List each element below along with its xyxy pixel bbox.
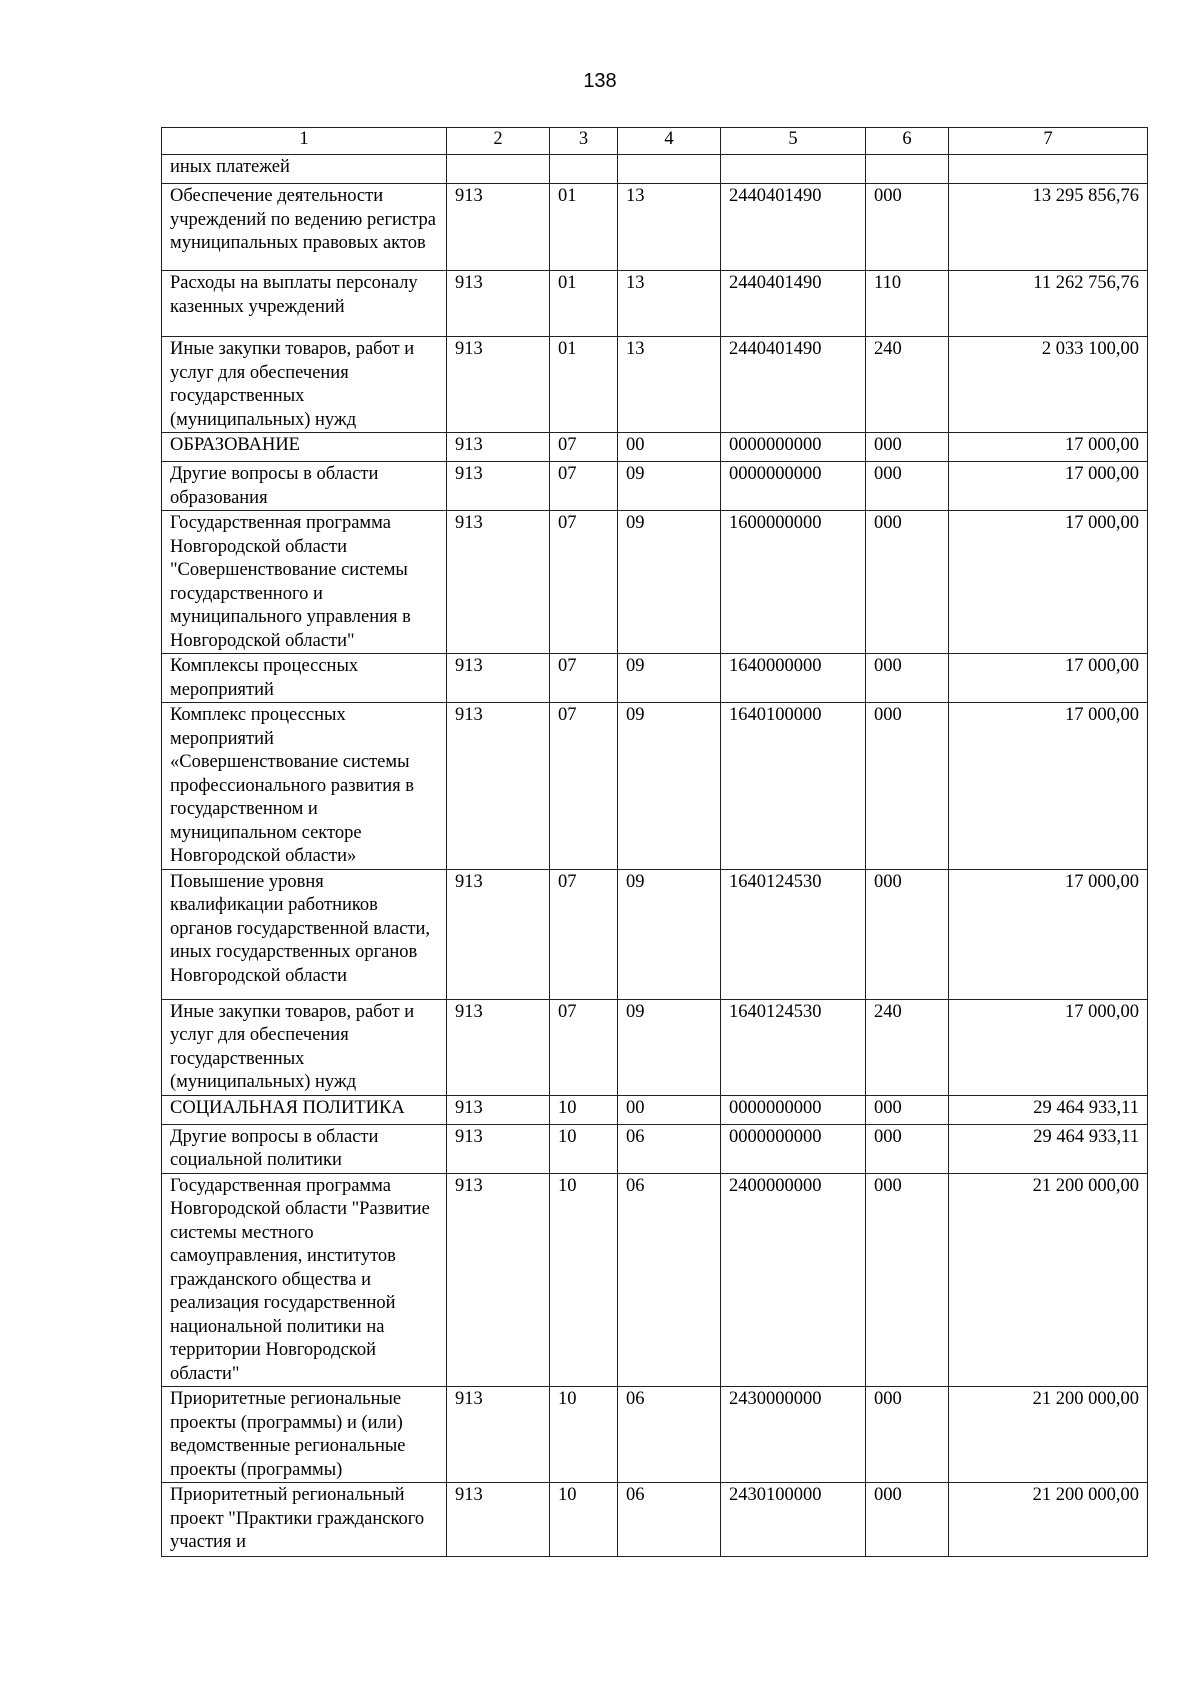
cell-amount: 11 262 756,76: [949, 271, 1148, 337]
header-row: [162, 128, 1148, 155]
cell-subsection: 09: [618, 462, 721, 511]
cell-amount: 21 200 000,00: [949, 1483, 1148, 1557]
cell-grbs: 913: [447, 271, 550, 337]
cell-target-article: 2430100000: [721, 1483, 866, 1557]
cell-target-article: 0000000000: [721, 462, 866, 511]
cell-section: 10: [550, 1387, 618, 1483]
cell-name: Обеспечение деятельности учреждений по ведению регистра муниципальных правовых актов: [162, 184, 447, 271]
cell-section: 07: [550, 869, 618, 999]
cell-expense-type: 000: [866, 1173, 949, 1387]
cell-name: Другие вопросы в области образования: [162, 462, 447, 511]
table-body: [162, 155, 1148, 1557]
table-row: [162, 703, 1148, 870]
cell-section: 10: [550, 1095, 618, 1124]
table-row: [162, 1387, 1148, 1483]
table-row: [162, 869, 1148, 999]
cell-grbs: 913: [447, 462, 550, 511]
cell-subsection: 06: [618, 1483, 721, 1557]
table-row: [162, 433, 1148, 462]
cell-subsection: 06: [618, 1387, 721, 1483]
cell-grbs: 913: [447, 1387, 550, 1483]
table-row: [162, 462, 1148, 511]
cell-expense-type: [866, 155, 949, 184]
cell-subsection: 09: [618, 999, 721, 1095]
cell-expense-type: 000: [866, 511, 949, 654]
cell-section: 07: [550, 511, 618, 654]
column-header-3: 3: [550, 128, 618, 155]
cell-amount: 17 000,00: [949, 703, 1148, 870]
cell-subsection: [618, 155, 721, 184]
cell-section: 07: [550, 703, 618, 870]
cell-subsection: 09: [618, 654, 721, 703]
cell-expense-type: 000: [866, 1387, 949, 1483]
cell-section: 01: [550, 337, 618, 433]
cell-name: ОБРАЗОВАНИЕ: [162, 433, 447, 462]
table-row: [162, 1483, 1148, 1557]
cell-amount: 29 464 933,11: [949, 1124, 1148, 1173]
cell-section: 01: [550, 271, 618, 337]
cell-amount: 17 000,00: [949, 511, 1148, 654]
cell-subsection: 06: [618, 1124, 721, 1173]
cell-name: Другие вопросы в области социальной политики: [162, 1124, 447, 1173]
cell-subsection: 09: [618, 703, 721, 870]
column-header-1: 1: [162, 128, 447, 155]
cell-expense-type: 000: [866, 433, 949, 462]
cell-name: Государственная программа Новгородской области "Совершенствование системы государственного и муниципального управления в Новгородской области": [162, 511, 447, 654]
cell-expense-type: 110: [866, 271, 949, 337]
cell-section: 07: [550, 999, 618, 1095]
table-row: [162, 1124, 1148, 1173]
cell-name: Приоритетный региональный проект "Практики гражданского участия и: [162, 1483, 447, 1557]
cell-amount: 2 033 100,00: [949, 337, 1148, 433]
cell-expense-type: 000: [866, 654, 949, 703]
column-header-5: 5: [721, 128, 866, 155]
cell-grbs: 913: [447, 511, 550, 654]
column-header-2: 2: [447, 128, 550, 155]
cell-target-article: 2440401490: [721, 337, 866, 433]
cell-target-article: 2400000000: [721, 1173, 866, 1387]
cell-target-article: 2430000000: [721, 1387, 866, 1483]
cell-grbs: 913: [447, 654, 550, 703]
cell-name: Приоритетные региональные проекты (программы) и (или) ведомственные региональные проекты (программы): [162, 1387, 447, 1483]
cell-grbs: 913: [447, 1483, 550, 1557]
table-row: [162, 1095, 1148, 1124]
cell-amount: 13 295 856,76: [949, 184, 1148, 271]
table-row: [162, 1173, 1148, 1387]
cell-section: 10: [550, 1173, 618, 1387]
cell-subsection: 13: [618, 184, 721, 271]
cell-grbs: 913: [447, 1173, 550, 1387]
cell-section: [550, 155, 618, 184]
cell-section: 10: [550, 1124, 618, 1173]
column-header-4: 4: [618, 128, 721, 155]
cell-name: Иные закупки товаров, работ и услуг для обеспечения государственных (муниципальных) нужд: [162, 337, 447, 433]
cell-subsection: 00: [618, 433, 721, 462]
cell-amount: 17 000,00: [949, 462, 1148, 511]
cell-amount: 29 464 933,11: [949, 1095, 1148, 1124]
cell-target-article: 1640124530: [721, 999, 866, 1095]
cell-grbs: 913: [447, 337, 550, 433]
cell-section: 07: [550, 462, 618, 511]
cell-grbs: 913: [447, 1124, 550, 1173]
cell-grbs: 913: [447, 1095, 550, 1124]
column-header-6: 6: [866, 128, 949, 155]
cell-grbs: 913: [447, 703, 550, 870]
cell-name: Повышение уровня квалификации работников органов государственной власти, иных государственных органов Новгородской области: [162, 869, 447, 999]
cell-expense-type: 240: [866, 337, 949, 433]
cell-target-article: 2440401490: [721, 184, 866, 271]
cell-subsection: 00: [618, 1095, 721, 1124]
cell-amount: 17 000,00: [949, 999, 1148, 1095]
cell-name: Государственная программа Новгородской области "Развитие системы местного самоуправления, институтов гражданского общества и реализация государственной национальной политики на территории Новгородской области": [162, 1173, 447, 1387]
cell-grbs: [447, 155, 550, 184]
cell-amount: 21 200 000,00: [949, 1387, 1148, 1483]
table-row: [162, 184, 1148, 271]
cell-name: Комплекс процессных мероприятий «Совершенствование системы профессионального развития в государственном и муниципальном секторе Новгородской области»: [162, 703, 447, 870]
cell-section: 10: [550, 1483, 618, 1557]
cell-section: 07: [550, 654, 618, 703]
cell-name: иных платежей: [162, 155, 447, 184]
table-row: [162, 511, 1148, 654]
cell-target-article: 1640100000: [721, 703, 866, 870]
cell-grbs: 913: [447, 999, 550, 1095]
cell-name: СОЦИАЛЬНАЯ ПОЛИТИКА: [162, 1095, 447, 1124]
cell-name: Комплексы процессных мероприятий: [162, 654, 447, 703]
cell-expense-type: 000: [866, 1483, 949, 1557]
cell-name: Расходы на выплаты персоналу казенных учреждений: [162, 271, 447, 337]
cell-amount: 17 000,00: [949, 869, 1148, 999]
cell-target-article: 1640000000: [721, 654, 866, 703]
cell-subsection: 09: [618, 869, 721, 999]
cell-grbs: 913: [447, 184, 550, 271]
cell-target-article: 0000000000: [721, 1095, 866, 1124]
cell-amount: 17 000,00: [949, 654, 1148, 703]
cell-target-article: [721, 155, 866, 184]
cell-subsection: 06: [618, 1173, 721, 1387]
cell-name: Иные закупки товаров, работ и услуг для обеспечения государственных (муниципальных) нужд: [162, 999, 447, 1095]
cell-expense-type: 240: [866, 999, 949, 1095]
cell-grbs: 913: [447, 433, 550, 462]
cell-expense-type: 000: [866, 184, 949, 271]
cell-section: 07: [550, 433, 618, 462]
cell-subsection: 09: [618, 511, 721, 654]
table-row: [162, 337, 1148, 433]
cell-amount: 17 000,00: [949, 433, 1148, 462]
cell-target-article: 1640124530: [721, 869, 866, 999]
cell-subsection: 13: [618, 337, 721, 433]
table-row: [162, 155, 1148, 184]
table-header: [162, 128, 1148, 155]
cell-amount: 21 200 000,00: [949, 1173, 1148, 1387]
cell-target-article: 1600000000: [721, 511, 866, 654]
cell-amount: [949, 155, 1148, 184]
table-row: [162, 271, 1148, 337]
cell-target-article: 0000000000: [721, 433, 866, 462]
cell-expense-type: 000: [866, 1124, 949, 1173]
cell-expense-type: 000: [866, 869, 949, 999]
table-row: [162, 654, 1148, 703]
table-row: [162, 999, 1148, 1095]
cell-expense-type: 000: [866, 703, 949, 870]
cell-target-article: 2440401490: [721, 271, 866, 337]
cell-subsection: 13: [618, 271, 721, 337]
cell-expense-type: 000: [866, 462, 949, 511]
page-number: 138: [583, 70, 617, 92]
cell-target-article: 0000000000: [721, 1124, 866, 1173]
cell-expense-type: 000: [866, 1095, 949, 1124]
column-header-7: 7: [949, 128, 1148, 155]
cell-section: 01: [550, 184, 618, 271]
cell-grbs: 913: [447, 869, 550, 999]
budget-table: [161, 127, 1148, 1557]
